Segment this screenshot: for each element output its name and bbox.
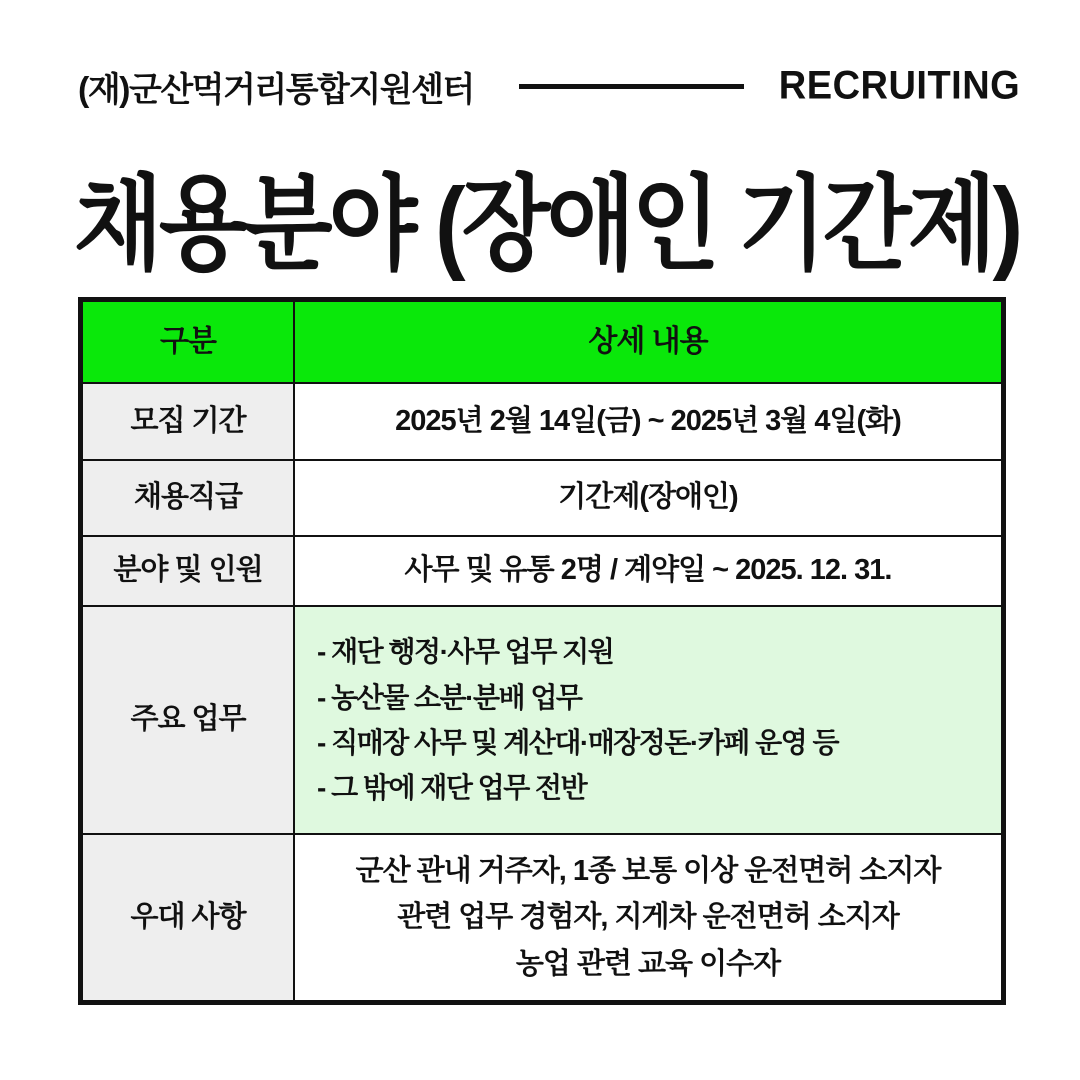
header-col-category: 구분: [83, 302, 295, 382]
row-content-duties: [295, 607, 1001, 833]
table-header-row: [83, 302, 1001, 382]
header-col-details: 상세 내용: [295, 302, 1001, 382]
duty-line: - 농산물 소분·분배 업무: [317, 681, 582, 713]
recruitment-table: [78, 297, 1006, 1005]
preferred-line: 군산 관내 거주자, 1종 보통 이상 운전면허 소지자: [355, 854, 941, 887]
row-label-field: 분야 및 인원: [83, 537, 295, 605]
row-label-position: 채용직급: [83, 461, 295, 535]
duty-line: - 그 밖에 재단 업무 전반: [317, 772, 587, 804]
table-row: [83, 382, 1001, 459]
top-header: [78, 58, 1021, 114]
header-divider-line: [519, 84, 744, 89]
row-label-preferred: 우대 사항: [83, 835, 295, 1000]
preferred-line: 농업 관련 교육 이수자: [515, 947, 781, 980]
page-title: 채용분야 (장애인 기간제): [74, 167, 1020, 282]
table-row: [83, 535, 1001, 605]
duty-line: - 직매장 사무 및 계산대·매장정돈·카페 운영 등: [317, 727, 839, 758]
row-label-duties: 주요 업무: [83, 607, 295, 833]
row-content-field: 사무 및 유통 2명 / 계약일 ~ 2025. 12. 31.: [404, 554, 892, 587]
row-content-preferred: [295, 835, 1001, 1000]
row-content-position: 기간제(장애인): [558, 481, 738, 514]
duty-line: - 재단 행정·사무 업무 지원: [317, 636, 614, 668]
preferred-line: 관련 업무 경험자, 지게차 운전면허 소지자: [397, 901, 899, 934]
row-label-period: 모집 기간: [83, 384, 295, 459]
table-row-highlighted: [83, 605, 1001, 833]
table-row: [83, 459, 1001, 535]
brand-name: (재)군산먹거리통합지원센터: [78, 70, 474, 109]
table-row: [83, 833, 1001, 1000]
row-content-period: 2025년 2월 14일(금) ~ 2025년 3월 4일(화): [395, 404, 901, 437]
recruiting-label: RECRUITING: [778, 63, 1021, 108]
